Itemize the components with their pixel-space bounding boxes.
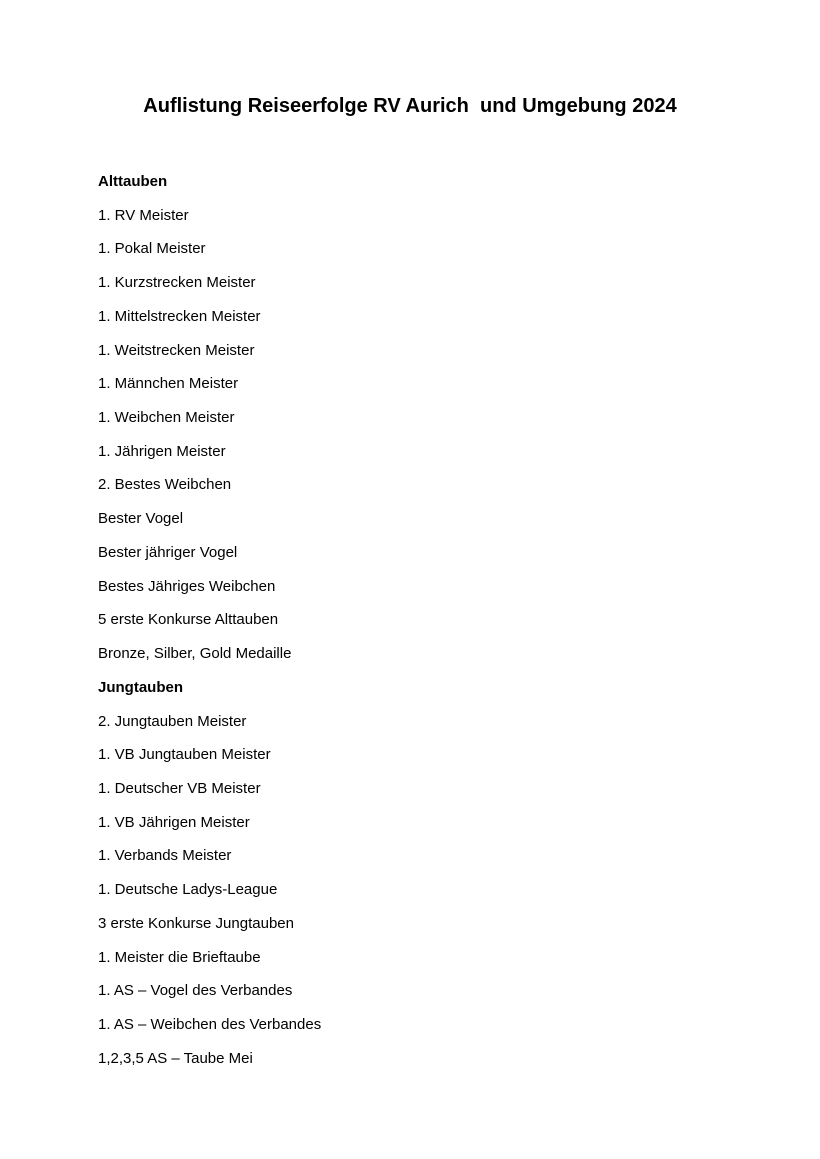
list-item: 1. Meister die Brieftaube — [98, 948, 261, 966]
section-heading: Alttauben — [98, 173, 168, 190]
list-item: 1. AS – Weibchen des Verbandes — [98, 1015, 322, 1033]
list-item: 1. Deutscher VB Meister — [98, 779, 261, 797]
list-item: 1. Männchen Meister — [98, 375, 239, 393]
list-item: 5 erste Konkurse Alttauben — [98, 611, 279, 629]
list-item: 3 erste Konkurse Jungtauben — [98, 914, 294, 932]
list-item: 1. VB Jährigen Meister — [98, 813, 250, 831]
list-item: 2. Bestes Weibchen — [98, 476, 232, 494]
page-title: Auflistung Reiseerfolge RV Aurich und Umgebung 2024 — [143, 95, 677, 117]
list-item: Bronze, Silber, Gold Medaille — [98, 645, 292, 663]
list-item: 2. Jungtauben Meister — [98, 712, 247, 730]
list-item: 1. Weitstrecken Meister — [98, 341, 255, 359]
list-item: 1. RV Meister — [98, 206, 189, 224]
list-item: Bester jähriger Vogel — [98, 543, 238, 561]
list-item: 1. VB Jungtauben Meister — [98, 746, 271, 764]
document-section — [98, 165, 780, 671]
list-item: 1. Pokal Meister — [98, 240, 206, 258]
list-item: 1. Jährigen Meister — [98, 442, 226, 460]
list-item: 1. Verbands Meister — [98, 847, 232, 865]
list-item: Bestes Jähriges Weibchen — [98, 577, 276, 595]
list-item: 1. Weibchen Meister — [98, 409, 235, 427]
document-body — [98, 165, 780, 1075]
section-heading: Jungtauben — [98, 678, 183, 696]
list-item: 1,2,3,5 AS – Taube Mei — [98, 1049, 253, 1067]
document-section — [98, 671, 780, 1076]
list-item: 1. Kurzstrecken Meister — [98, 274, 256, 292]
list-item: 1. Deutsche Ladys-League — [98, 881, 278, 899]
list-item: 1. Mittelstrecken Meister — [98, 307, 261, 325]
list-item: 1. AS – Vogel des Verbandes — [98, 982, 293, 1000]
list-item: Bester Vogel — [98, 510, 184, 528]
